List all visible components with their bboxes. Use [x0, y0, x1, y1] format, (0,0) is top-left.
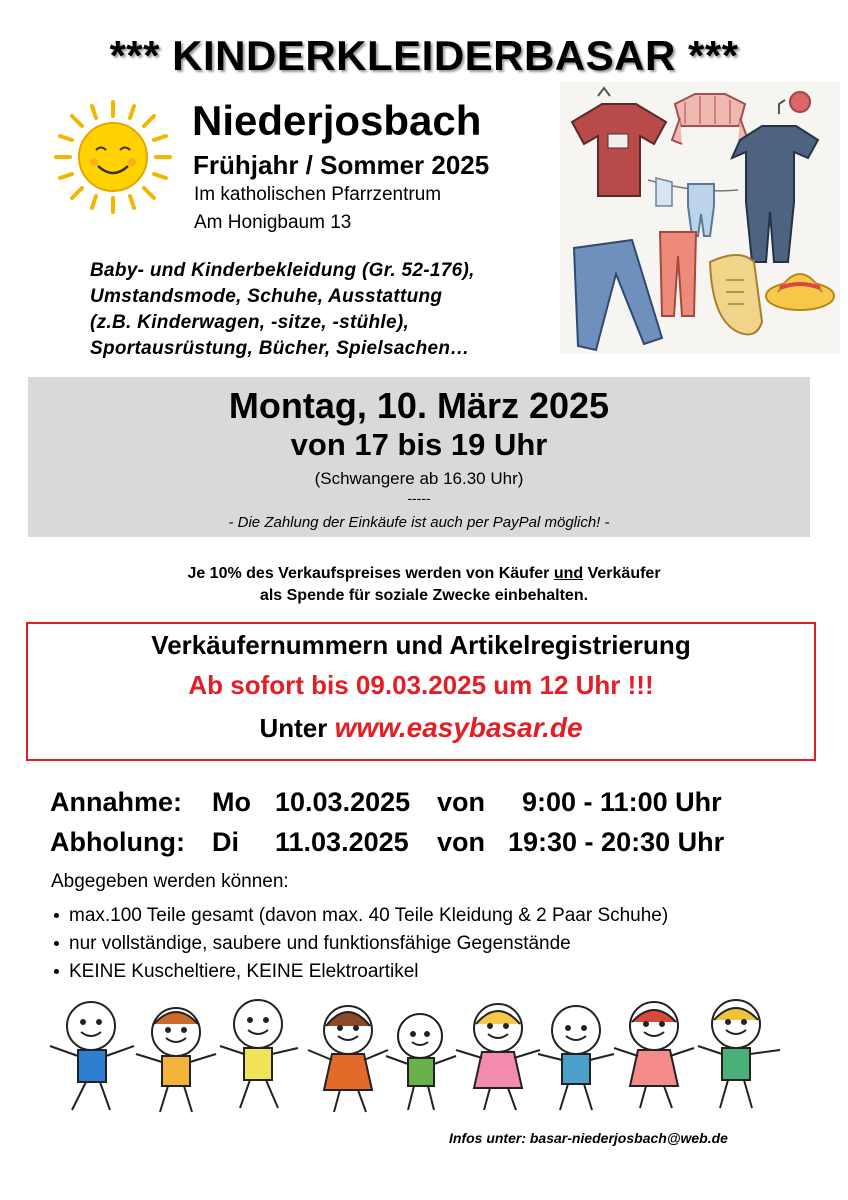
- accepted-rule: [50, 933, 571, 955]
- children-illustration-icon: [36, 990, 796, 1118]
- donation-text: als Spende für soziale Zwecke einbehalten.: [259, 587, 589, 604]
- donation-text: Verkäufer: [583, 565, 661, 582]
- clothes-illustration-icon: [560, 82, 840, 354]
- schedule-von: von: [437, 787, 486, 817]
- item-categories: [90, 258, 475, 362]
- event-date-box: [28, 377, 810, 537]
- poster-title: *** KINDERKLEIDERBASAR ***: [109, 32, 739, 79]
- rule-text: KEINE Kuscheltiere, KEINE Elektroartikel: [69, 961, 419, 982]
- event-time: von 17 bis 19 Uhr: [290, 427, 548, 462]
- bullet-icon: [54, 913, 59, 918]
- schedule-von: von: [437, 827, 486, 857]
- schedule-date: 11.03.2025: [275, 827, 409, 857]
- registration-heading: Verkäufernummern und Artikelregistrierung: [151, 630, 691, 660]
- item-line: (z.B. Kinderwagen, -sitze, -stühle),: [90, 312, 410, 333]
- donation-emphasis: und: [553, 565, 584, 582]
- schedule-time: 9:00 - 11:00 Uhr: [522, 787, 722, 817]
- sun-icon: [52, 98, 174, 216]
- registration-deadline: Ab sofort bis 09.03.2025 um 12 Uhr !!!: [188, 670, 654, 700]
- paypal-note: - Die Zahlung der Einkäufe ist auch per PayPal möglich! -: [228, 514, 610, 531]
- item-line: Umstandsmode, Schuhe, Ausstattung: [90, 286, 443, 307]
- schedule-label: Annahme:: [50, 787, 183, 817]
- donation-note: [0, 563, 848, 607]
- season: Frühjahr / Sommer 2025: [193, 150, 490, 180]
- schedule-day: Mo: [212, 787, 251, 817]
- bullet-icon: [54, 969, 59, 974]
- event-date: Montag, 10. März 2025: [228, 385, 610, 426]
- schedule-day: Di: [212, 827, 239, 857]
- schedule-date: 10.03.2025: [275, 787, 411, 817]
- donation-text: Je 10% des Verkaufspreises werden von Käufer: [187, 565, 554, 582]
- address-line-1: Im katholischen Pfarrzentrum: [194, 184, 442, 205]
- accepted-rule: [50, 961, 419, 983]
- accepted-rule: [50, 905, 668, 927]
- bullet-icon: [54, 941, 59, 946]
- pregnant-note: (Schwangere ab 16.30 Uhr): [314, 469, 524, 488]
- address-line-2: Am Honigbaum 13: [194, 212, 352, 233]
- separator: -----: [407, 490, 431, 506]
- schedule-time: 19:30 - 20:30 Uhr: [508, 827, 725, 857]
- item-line: Sportausrüstung, Bücher, Spielsachen…: [90, 338, 470, 359]
- registration-url-line: [28, 712, 814, 744]
- registration-under: Unter: [259, 713, 335, 743]
- footer-contact: Infos unter: basar-niederjosbach@web.de: [449, 1130, 728, 1146]
- accepted-heading: Abgegeben werden können:: [51, 871, 289, 892]
- town-name: Niederjosbach: [192, 97, 482, 144]
- schedule-label: Abholung:: [50, 827, 185, 857]
- registration-url-link[interactable]: www.easybasar.de: [334, 712, 583, 743]
- registration-box: [26, 622, 816, 761]
- rule-text: max.100 Teile gesamt (davon max. 40 Teile Kleidung & 2 Paar Schuhe): [69, 905, 669, 926]
- item-line: Baby- und Kinderbekleidung (Gr. 52-176),: [90, 260, 475, 281]
- rule-text: nur vollständige, saubere und funktionsfähige Gegenstände: [69, 933, 571, 954]
